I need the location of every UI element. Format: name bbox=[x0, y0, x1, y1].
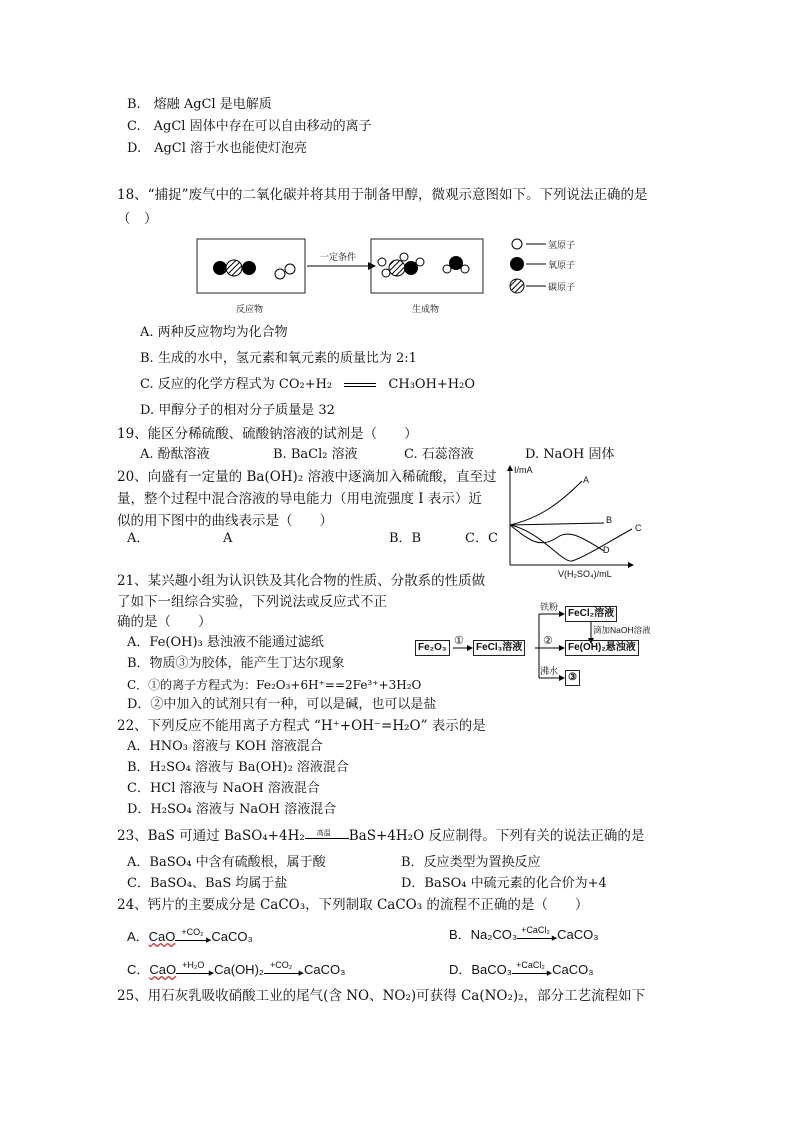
q24-d-label: D． bbox=[449, 962, 472, 977]
q24-d-arrow: +CaCl₂ ▶ bbox=[512, 964, 552, 978]
flow-feoh2: Fe(OH)₂悬浊液 bbox=[565, 640, 639, 656]
q23-option-b: B．反应类型为置换反应 bbox=[401, 855, 541, 870]
q18-option-c-lhs: C. 反应的化学方程式为 CO₂+H₂ bbox=[140, 377, 333, 392]
graph-x-label: V(H₂SO₄)/mL bbox=[558, 569, 612, 579]
q24-a-arrow: +CO₂ ▶ bbox=[175, 931, 211, 945]
h2-atom-1 bbox=[275, 269, 285, 279]
curve-b bbox=[510, 523, 604, 525]
q21-stem-line1: 21、某兴趣小组为认识铁及其化合物的性质、分散系的性质做 bbox=[117, 573, 486, 589]
q20-option-a-label: A． bbox=[127, 531, 150, 546]
q23-stem-rhs: BaS+4H₂O 反应制得。下列有关的说法正确的是 bbox=[348, 828, 645, 844]
q20-option-a-value: A bbox=[223, 531, 233, 546]
q18-molecule-figure bbox=[190, 232, 610, 317]
q24-a-reagent: +CO₂ bbox=[181, 926, 204, 937]
q22-option-b: B．H₂SO₄ 溶液与 Ba(OH)₂ 溶液混合 bbox=[127, 760, 349, 775]
q21-option-b: B．物质③为胶体，能产生丁达尔现象 bbox=[127, 656, 345, 671]
q22-option-c: C．HCl 溶液与 NaOH 溶液混合 bbox=[127, 781, 320, 796]
q23-option-a: A．BaSO₄ 中含有硫酸根，属于酸 bbox=[127, 855, 326, 870]
q23-stem-lhs: 23、BaS 可通过 BaSO₄+4H₂ bbox=[117, 828, 305, 844]
q19-option-c: C. 石蕊溶液 bbox=[404, 447, 474, 462]
q24-b-from: Na₂CO₃ bbox=[470, 927, 518, 942]
arrow-condition-label: 一定条件 bbox=[320, 253, 357, 263]
curve-label-b: B bbox=[606, 515, 613, 525]
curve-d bbox=[510, 525, 604, 551]
q18-option-c-rhs: CH₃OH+H₂O bbox=[388, 377, 476, 392]
q18-option-a: A. 两种反应物均为化合物 bbox=[140, 325, 288, 340]
q19-option-a: A. 酚酞溶液 bbox=[140, 447, 210, 462]
legend-o-icon bbox=[510, 257, 524, 271]
q21-option-a: A．Fe(OH)₃ 悬浊液不能通过滤纸 bbox=[127, 635, 324, 650]
q19-option-b: B. BaCl₂ 溶液 bbox=[273, 447, 358, 462]
q21-stem-line2: 了如下一组综合实验，下列说法或反应式不正 bbox=[117, 594, 387, 610]
flow-iron-powder: 铁粉 bbox=[540, 602, 559, 612]
q18-option-d: D. 甲醇分子的相对分子质量是 32 bbox=[140, 403, 335, 418]
co2-carbon bbox=[226, 260, 242, 276]
legend-h-icon bbox=[512, 239, 522, 249]
q24-b-to: CaCO₃ bbox=[557, 927, 599, 942]
q23-option-c: C．BaSO₄、BaS 均属于盐 bbox=[127, 876, 288, 891]
flow-step-1: ① bbox=[454, 635, 464, 647]
q24-c-reagent1: +H₂O bbox=[182, 959, 205, 970]
flow-boiling-water: 沸水 bbox=[540, 666, 559, 676]
flow-fecl3: FeCl₃溶液 bbox=[473, 640, 525, 656]
q22-stem: 22、下列反应不能用离子方程式 “H⁺+OH⁻=H₂O” 表示的是 bbox=[117, 718, 486, 734]
q22-option-a: A．HNO₃ 溶液与 KOH 溶液混合 bbox=[127, 739, 323, 754]
co2-oxygen-left bbox=[213, 261, 227, 275]
q22-option-d: D．H₂SO₄ 溶液与 NaOH 溶液混合 bbox=[127, 802, 337, 817]
q24-d-reagent: +CaCl₂ bbox=[516, 959, 545, 970]
q24-option-a bbox=[127, 928, 253, 946]
product-caption: 生成物 bbox=[412, 305, 440, 315]
q23-condition-text: 高温 bbox=[316, 828, 331, 837]
q24-stem: 24、钙片的主要成分是 CaCO₃，下列制取 CaCO₃ 的流程不正确的是（ ） bbox=[117, 897, 589, 913]
legend-hydrogen: 氢原子 bbox=[548, 241, 576, 251]
curve-c bbox=[510, 525, 632, 561]
flow-product-3: ③ bbox=[565, 670, 580, 686]
q21-stem-line3: 确的是（ ） bbox=[117, 614, 212, 630]
co2-oxygen-right bbox=[242, 261, 256, 275]
legend-oxygen: 氧原子 bbox=[548, 261, 576, 271]
q24-option-b bbox=[449, 926, 599, 944]
q24-c-label: C． bbox=[127, 962, 150, 977]
q17-option-c: C. AgCl 固体中存在可以自由移动的离子 bbox=[127, 119, 372, 134]
q20-current-graph bbox=[500, 463, 660, 583]
q24-c-mid: Ca(OH)₂ bbox=[214, 962, 264, 977]
q17-option-b: B. 熔融 AgCl 是电解质 bbox=[127, 97, 272, 112]
curve-label-a: A bbox=[583, 475, 590, 485]
q24-a-to: CaCO₃ bbox=[211, 929, 253, 944]
q23-stem bbox=[117, 827, 644, 845]
q18-stem-bracket: （ ） bbox=[117, 211, 158, 227]
methanol-carbon bbox=[389, 260, 405, 276]
q19-option-d: D. NaOH 固体 bbox=[525, 447, 615, 462]
water-h2 bbox=[461, 265, 469, 273]
q23-option-d: D．BaSO₄ 中硫元素的化合价为+4 bbox=[401, 876, 607, 891]
q17-option-d: D. AgCl 溶于水也能使灯泡亮 bbox=[127, 141, 308, 156]
flow-step-2: ② bbox=[543, 635, 553, 647]
q24-d-to: CaCO₃ bbox=[552, 962, 594, 977]
q19-stem: 19、能区分稀硫酸、硫酸钠溶液的试剂是（ ） bbox=[117, 426, 418, 442]
legend-carbon: 碳原子 bbox=[548, 283, 576, 293]
methanol-h3 bbox=[400, 253, 408, 261]
flow-fe2o3: Fe₂O₃ bbox=[415, 640, 450, 656]
q24-option-c bbox=[127, 961, 345, 979]
q20-option-c: C．C bbox=[465, 531, 498, 546]
curve-a bbox=[510, 481, 582, 525]
q24-b-arrow: +CaCl₂ ▶ bbox=[517, 929, 557, 943]
methanol-h1 bbox=[378, 258, 386, 266]
q24-a-from: CaO bbox=[148, 929, 176, 944]
h2-atom-2 bbox=[285, 264, 295, 274]
q21-option-c: C．①的离子方程式为：Fe₂O₃+6H⁺==2Fe³⁺+3H₂O bbox=[127, 678, 422, 692]
q18-option-b: B. 生成的水中，氢元素和氧元素的质量比为 2:1 bbox=[140, 351, 417, 366]
reactant-caption: 反应物 bbox=[236, 305, 264, 315]
flow-fecl2: FeCl₂溶液 bbox=[565, 606, 617, 622]
q24-b-label: B． bbox=[449, 927, 471, 942]
q24-c-arrow1: +H₂O ▶ bbox=[176, 964, 214, 978]
q20-option-b: B．B bbox=[389, 531, 422, 546]
q20-stem-line3: 似的用下图中的曲线表示是（ ） bbox=[117, 513, 333, 529]
equation-equals-sign bbox=[344, 383, 376, 387]
q24-c-arrow2: +CO₂ ▶ bbox=[264, 964, 304, 978]
q24-c-from: CaO bbox=[149, 962, 177, 977]
q24-c-reagent2: +CO₂ bbox=[269, 959, 293, 970]
q24-b-reagent: +CaCl₂ bbox=[521, 924, 550, 935]
q23-condition-arrow bbox=[305, 830, 349, 844]
curve-label-d: D bbox=[603, 545, 610, 555]
q24-a-label: A． bbox=[127, 929, 149, 944]
q24-option-d bbox=[449, 961, 594, 979]
q21-option-d: D．②中加入的试剂只有一种，可以是碱，也可以是盐 bbox=[127, 697, 437, 712]
q21-flowchart bbox=[413, 600, 673, 692]
q24-c-to: CaCO₃ bbox=[303, 962, 346, 977]
graph-y-label: I/mA bbox=[514, 465, 533, 475]
legend-c-icon bbox=[510, 279, 524, 293]
flow-add-naoh: 滴加NaOH溶液 bbox=[593, 625, 651, 635]
q24-d-from: BaCO₃ bbox=[471, 962, 513, 977]
q25-stem: 25、用石灰乳吸收硝酸工业的尾气(含 NO、NO₂)可获得 Ca(NO₂)₂，部分工艺流程如下 bbox=[117, 988, 646, 1004]
curve-label-c: C bbox=[635, 523, 642, 533]
q20-stem-line2: 量，整个过程中混合溶液的导电能力（用电流强度 I 表示）近 bbox=[117, 491, 482, 507]
water-h1 bbox=[443, 265, 451, 273]
q18-option-c bbox=[140, 376, 475, 394]
q18-stem: 18、“捕捉”废气中的二氧化碳并将其用于制备甲醇，微观示意图如下。下列说法正确的是 bbox=[117, 187, 648, 203]
q20-stem-line1: 20、向盛有一定量的 Ba(OH)₂ 溶液中逐滴加入稀硫酸，直至过 bbox=[117, 469, 497, 485]
methanol-h4 bbox=[416, 258, 424, 266]
